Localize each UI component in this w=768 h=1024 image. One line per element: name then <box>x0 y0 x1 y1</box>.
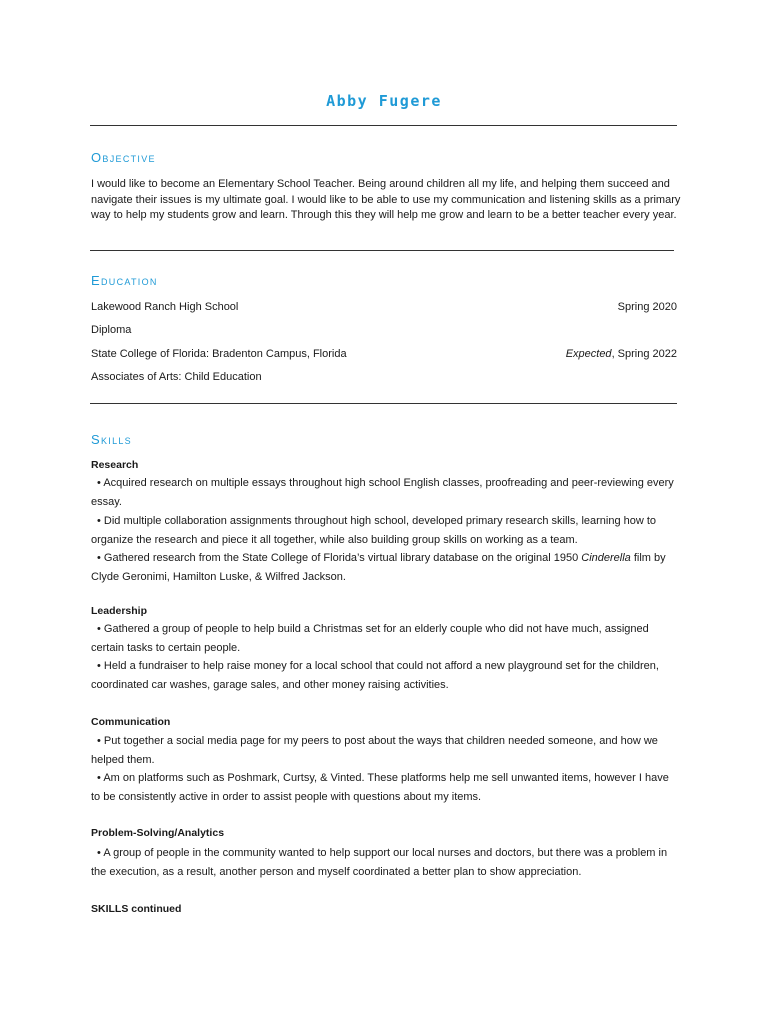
skill-bullet <box>91 769 681 806</box>
bullet-text: Put together a social media page for my peers to post about the ways that children needed someone, and how we helped them. <box>91 735 658 766</box>
skill-bullet <box>91 620 681 657</box>
skill-bullet <box>91 474 681 511</box>
skill-group-heading: Leadership <box>91 605 148 617</box>
film-title: Cinderella <box>581 552 631 564</box>
date-value: , Spring 2022 <box>611 348 677 360</box>
bullet-text: Am on platforms such as Poshmark, Curtsy, & Vinted. These platforms help me sell unwanted items, however I have to be consistently active in order to assist people with questions about my items. <box>91 772 669 803</box>
divider <box>90 250 674 251</box>
skill-bullet <box>91 732 681 769</box>
skill-bullet <box>91 657 681 694</box>
bullet-text: Gathered research from the State College of Florida’s virtual library database on the original 1950 <box>103 552 582 564</box>
education-degree-row <box>91 370 677 384</box>
school-name: State College of Florida: Bradenton Campus, Florida <box>91 348 347 360</box>
skill-group-heading: Research <box>91 459 139 471</box>
bullet-glyph: • <box>97 847 101 859</box>
bullet-text: Acquired research on multiple essays throughout high school English classes, proofreading and peer-reviewing every essay. <box>91 477 674 508</box>
bullet-text: Gathered a group of people to help build a Christmas set for an elderly couple who did not have much, assigned certain tasks to certain people. <box>91 623 649 654</box>
school-name: Lakewood Ranch High School <box>91 301 239 313</box>
bullet-text: Held a fundraiser to help raise money for a local school that could not afford a new playground set for the children, coordinated car washes, garage sales, and other money raising activities. <box>91 660 659 691</box>
bullet-text: A group of people in the community wanted to help support our local nurses and doctors, but there was a problem in the execution, as a result, another person and myself coordinated a better plan to show appreciation. <box>91 847 668 878</box>
education-entry <box>91 347 677 361</box>
bullet-text: Did multiple collaboration assignments throughout high school, developed primary research skills, learning how to organize the research and piece it all together, while also building group skills on working as a team. <box>91 515 657 546</box>
divider <box>90 125 677 126</box>
bullet-glyph: • <box>97 552 101 564</box>
skill-bullet <box>91 844 681 881</box>
education-heading: Education <box>91 273 158 288</box>
skill-bullet <box>91 549 681 586</box>
education-date: Spring 2020 <box>617 301 677 313</box>
bullet-glyph: • <box>97 772 101 784</box>
skill-bullet <box>91 512 681 549</box>
education-degree-row <box>91 323 677 337</box>
skills-heading: Skills <box>91 432 132 447</box>
education-entry <box>91 300 677 314</box>
date-prefix: Expected <box>565 348 612 360</box>
objective-heading: Objective <box>91 150 156 165</box>
education-date <box>566 347 677 361</box>
skill-group-heading: Problem-Solving/Analytics <box>91 827 225 839</box>
degree-name: Associates of Arts: Child Education <box>91 371 262 383</box>
divider <box>90 403 677 404</box>
skill-group-heading: Communication <box>91 716 171 728</box>
bullet-glyph: • <box>97 623 101 635</box>
bullet-glyph: • <box>97 735 101 747</box>
bullet-glyph: • <box>97 477 101 489</box>
bullet-text-tail: film by Clyde Geronimi, Hamilton Luske, & Wilfred Jackson. <box>91 552 666 583</box>
skills-continued-label: SKILLS continued <box>91 903 182 915</box>
bullet-glyph: • <box>97 660 101 672</box>
bullet-glyph: • <box>97 515 101 527</box>
degree-name: Diploma <box>91 324 132 336</box>
objective-text: I would like to become an Elementary School Teacher. Being around children all my life, and helping them succeed and navigate their issues is my ultimate goal. I would like to be able to use my communication and listening skills as a primary way to help my students grow and learn. Through this they will help me grow and learn to be a better teacher every year. <box>91 178 681 221</box>
resume-name: Abby Fugere <box>326 92 442 110</box>
